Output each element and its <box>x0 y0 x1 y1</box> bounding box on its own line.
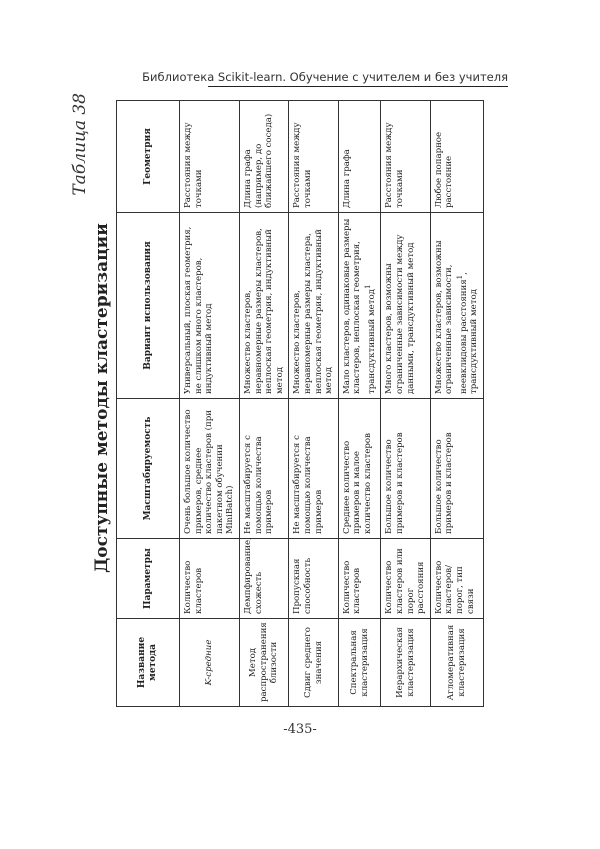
method-params: Количество кластеров <box>338 539 381 619</box>
column-header-scale: Масштабируемость <box>117 399 180 539</box>
table-row <box>289 101 338 707</box>
method-usage: Много кластеров, возможны ограниченные зависимости между данными, трансдуктивный метод <box>381 213 430 399</box>
table-caption: Таблица 38 <box>70 93 90 196</box>
footnote-marker: 1 <box>454 274 464 280</box>
method-geometry: Длина графа <box>338 101 381 213</box>
method-usage: Множество кластеров, неравномерные размеры кластеров, неплоская геометрия, индуктивный метод <box>239 213 288 399</box>
method-usage: Универсальный, плоская геометрия, не слишком много кластеров, индуктивный метод <box>180 213 240 399</box>
method-scale: Очень большое количество примеров, среднее количество кластеров (при пакетном обучении MiniBatch) <box>180 399 240 539</box>
table-header-row <box>117 101 180 707</box>
method-name: K-средние <box>180 619 240 707</box>
method-geometry: Расстояния между точками <box>180 101 240 213</box>
method-scale: Большое количество примеров и кластеров <box>381 399 430 539</box>
method-geometry: Любое попарное расстояние <box>430 101 483 213</box>
method-geometry: Длина графа (например, до ближайшего соседа) <box>239 101 288 213</box>
method-usage <box>338 213 381 399</box>
method-params: Количество кластеров/порог, тип связи <box>430 539 483 619</box>
method-name: Сдвиг среднего значения <box>289 619 338 707</box>
method-usage: Множество кластеров, неравномерные размеры кластера, неплоская геометрия, индуктивный метод <box>289 213 338 399</box>
method-params: Количество кластеров <box>180 539 240 619</box>
column-header-params: Параметры <box>117 539 180 619</box>
clustering-methods-table <box>116 100 484 707</box>
method-name: Агломеративная кластеризация <box>430 619 483 707</box>
method-name: Иерархическая кластеризация <box>381 619 430 707</box>
method-geometry: Расстояния между точками <box>381 101 430 213</box>
rotated-table-block <box>70 85 482 711</box>
usage-text-tail: , трансдуктивный метод <box>458 272 480 394</box>
method-params: Количество кластеров или порог расстояния <box>381 539 430 619</box>
column-header-name: Название метода <box>117 619 180 707</box>
method-geometry: Расстояния между точками <box>289 101 338 213</box>
method-scale: Не масштабируется с помощью количества примеров <box>239 399 288 539</box>
usage-text: Множество кластеров, возможны ограниченные зависимости, неевклидовы расстояния <box>433 240 469 394</box>
column-header-usage: Вариант использования <box>117 213 180 399</box>
method-name: Спектральная кластеризация <box>338 619 381 707</box>
table-row <box>239 101 288 707</box>
page-number: -435- <box>283 722 317 737</box>
method-params: Демпфирование, схожесть <box>239 539 288 619</box>
usage-text: Мало кластеров, одинаковые размеры кластеров, неплоская геометрия, трансдуктивный метод <box>341 218 377 394</box>
column-header-geometry: Геометрия <box>117 101 180 213</box>
table-row <box>381 101 430 707</box>
method-usage <box>430 213 483 399</box>
table-row <box>430 101 483 707</box>
table-title: Доступные методы кластеризации <box>92 223 112 573</box>
method-scale: Среднее количество примеров и малое количество кластеров <box>338 399 381 539</box>
running-header: Библиотека Scikit-learn. Обучение с учителем и без учителя <box>142 70 508 84</box>
method-scale: Большое количество примеров и кластеров <box>430 399 483 539</box>
table-row <box>180 101 240 707</box>
method-name: Метод распространения близости <box>239 619 288 707</box>
table-row <box>338 101 381 707</box>
method-scale: Не масштабируется с помощью количества примеров <box>289 399 338 539</box>
method-params: Пропускная способность <box>289 539 338 619</box>
footnote-marker: 1 <box>362 284 372 290</box>
